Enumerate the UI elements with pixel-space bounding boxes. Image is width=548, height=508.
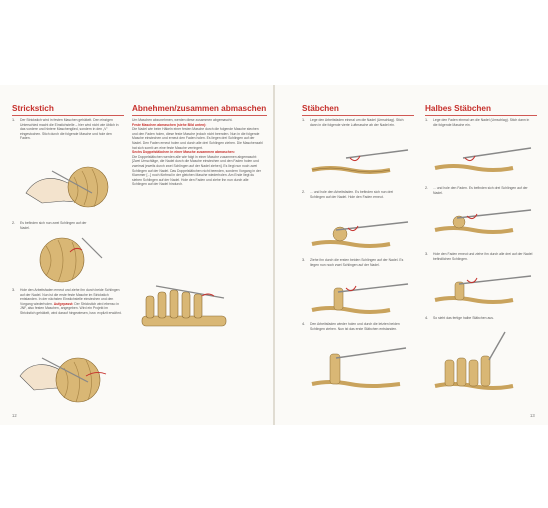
halbe-rule <box>425 115 537 116</box>
step-number: 1. <box>302 118 306 122</box>
crochet-illustration <box>310 140 410 184</box>
abnehmen-title: Abnehmen/zusammen abmaschen <box>132 104 267 113</box>
strickstich-step1: Der Strickstich wird in festen Maschen gehäkelt. Den einzigen Unterschied macht die Einstichstelle – hier wird nicht wie üblich in das vordere und hintere Maschenglied, sondern in den „V“ eingestochen. Stich durch die folgende Masche und hole den Faden. <box>20 118 119 141</box>
crochet-illustration <box>433 138 533 180</box>
halbe-title: Halbes Stäbchen <box>425 104 491 113</box>
aufgepasst-label: Aufgepasst: <box>53 301 74 306</box>
staebchen-step4: Den Arbeitsfaden wieder holen und durch die letzten beiden Schlingen ziehen. Nun ist das erste Stäbchen entstanden. <box>310 322 400 331</box>
abnehmen-sub1: Feste Maschen abmaschen (siehe Bild unten): <box>132 122 207 127</box>
abnehmen-text2: Die Doppelstäbchen werden alle wie folgt in einer Masche zusammen abgemascht: [Zwei Umschläge, die Nadel durch die Masche einstechen und den Faden holen und zweimal jeweils durch zwei Schlingen auf der Nadel ziehen]. Es liegt nun noch zwei Schlingen auf der Nadel. Das Doppelstäbchen nicht beenden, sondern Vorgang in der Klammer [...] noch fünfmal in der gleichen Masche wiederholen. Am Ende liegt du sieben Schlingen auf der Nadel. Hole den Faden und ziehe ihn nun durch alle Schlingen auf der Nadel hindurch. <box>132 154 261 187</box>
abnehmen-text <box>132 118 264 187</box>
step-number: 4. <box>302 322 306 326</box>
step-number: 2. <box>425 186 429 190</box>
strickstich-step3-block <box>20 288 122 316</box>
crochet-illustration <box>310 344 410 394</box>
abnehmen-rule <box>132 115 267 116</box>
step-number: 1. <box>12 118 16 122</box>
abnehmen-text1: Die Nadel wie beim Häkeln einer festen Masche durch die folgende Masche stechen und den Faden holen, diese feste Masche jedoch nicht beenden. Nun in die folgende Masche einstechen und erneut den Faden holen. Es liegen drei Schlingen auf der Nadel. Den Faden erneut holen und durch alle drei Schlingen ziehen. Die Maschenzahl hat sich somit um eine feste Masche verringert. <box>132 127 263 150</box>
strickstich-step3: Hole den Arbeitsfaden erneut und ziehe ihn durch beide Schlingen auf der Nadel. Nun ist die erste feste Masche im Strickstich entstanden. In der nächsten Einstichstelle einstechen und den Vorgang wiederholen. <box>20 288 120 306</box>
step-number: 2. <box>302 190 306 194</box>
crochet-illustration <box>138 282 228 332</box>
step-number: 2. <box>12 221 16 225</box>
staebchen-step3: Ziehe ihn durch die ersten beiden Schlingen auf der Nadel. Es liegen nun noch zwei Schlingen auf der Nadel. <box>310 258 404 267</box>
crochet-illustration <box>310 276 410 320</box>
page-number-right: 13 <box>530 413 535 418</box>
staebchen-title: Stäbchen <box>302 104 339 113</box>
step-number: 4. <box>425 316 429 320</box>
page-number-left: 12 <box>12 413 17 418</box>
halbe-step2: ... und hole den Faden. Es befinden sich drei Schlingen auf der Nadel. <box>433 186 528 195</box>
step-number: 3. <box>425 252 429 256</box>
strickstich-title: Strickstich <box>12 104 54 113</box>
staebchen-rule <box>302 115 414 116</box>
step-number: 3. <box>12 288 16 292</box>
step-number: 1. <box>425 118 429 122</box>
strickstich-step2: Es befinden sich nun zwei Schlingen auf der Nadel. <box>20 221 87 230</box>
staebchen-step2: ... und hole den Arbeitsfaden. Es befinden sich nun drei Schlingen auf der Nadel. Hole den Faden erneut. <box>310 190 394 199</box>
strickstich-step3-tail: Der Strickstich wird ebenso in JNF, also festen Maschen, angegeben. Wird ein Projekt im Strickstich gehäkelt, wird darauf hingewiesen, bzw. explizit erwähnt. <box>20 301 122 315</box>
crochet-illustration <box>26 232 104 284</box>
crochet-illustration <box>22 163 117 215</box>
halbe-step4: So sieht das fertige halbe Stäbchen aus. <box>433 316 494 320</box>
crochet-illustration <box>310 212 410 256</box>
abnehmen-intro: Um Maschen abzunehmen, werden diese zusammen abgemascht. <box>132 118 233 122</box>
crochet-illustration <box>16 352 116 404</box>
crochet-illustration <box>433 330 533 396</box>
halbe-step1: Lege den Faden einmal um die Nadel (Umschlag). Stich dann in die folgende Masche ein. <box>433 118 530 127</box>
book-fold <box>273 85 275 425</box>
crochet-illustration <box>433 200 533 242</box>
staebchen-step1: Lege den Arbeitsfaden einmal um die Nadel (Umschlag). Stich dann in die folgende vierte Luftmasche ab der Nadel ein. <box>310 118 404 127</box>
crochet-illustration <box>433 268 533 310</box>
strickstich-rule <box>12 115 124 116</box>
step-number: 3. <box>302 258 306 262</box>
halbe-step3: Hole den Faden erneut und ziehe ihn durch alle drei auf der Nadel befindlichen Schlingen. <box>433 252 533 261</box>
abnehmen-sub2: Sechs Doppelstäbchen in einer Masche zusammen abmaschen: <box>132 150 235 155</box>
